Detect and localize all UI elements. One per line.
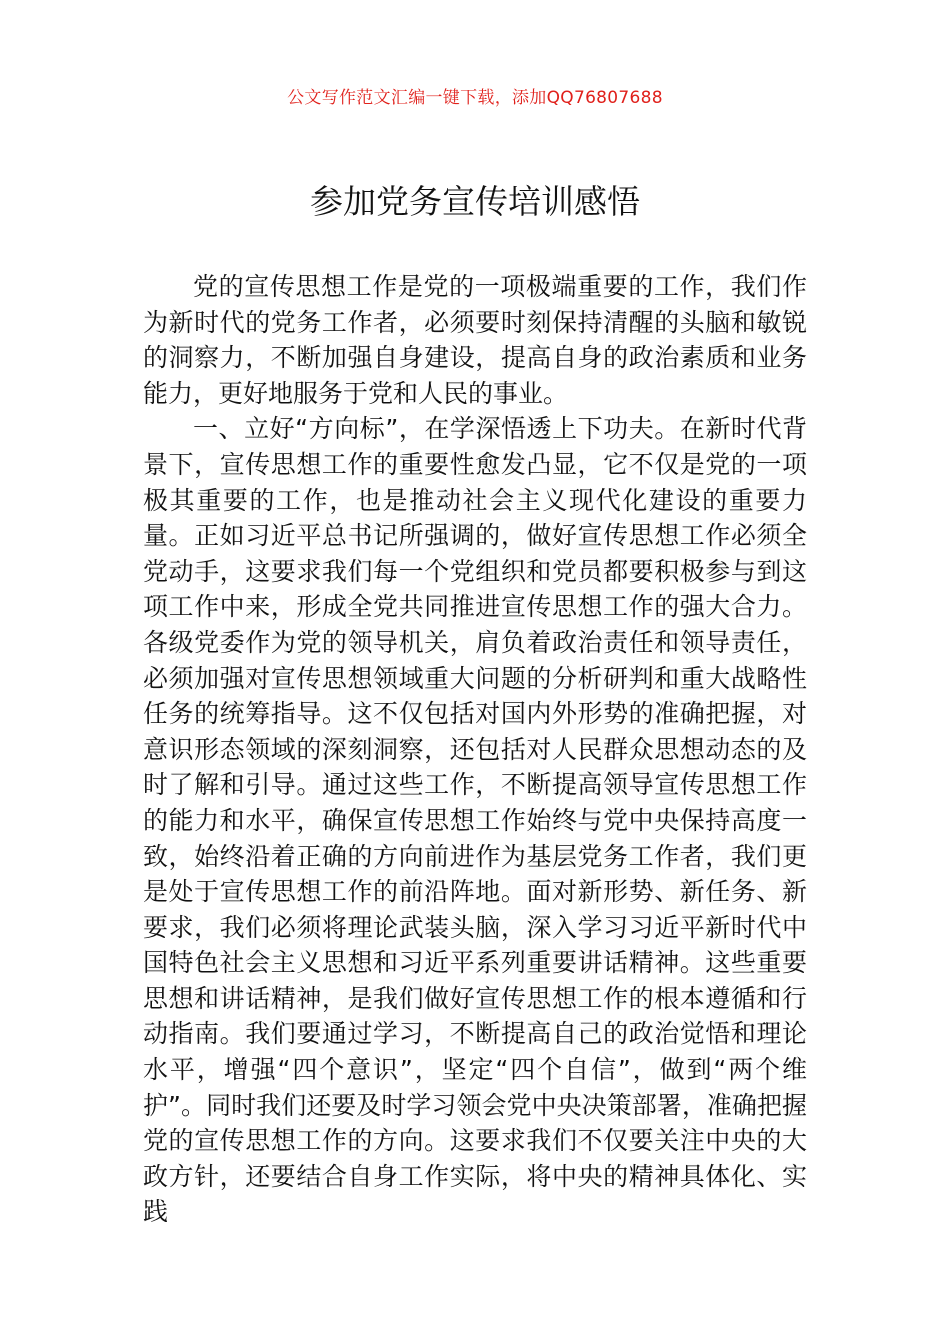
paragraph-intro: 党的宣传思想工作是党的一项极端重要的工作，我们作为新时代的党务工作者，必须要时刻保持清醒的头脑和敏锐的洞察力，不断加强自身建设，提高自身的政治素质和业务能力，更好地服务于党和人民的事业。 (143, 272, 807, 408)
header-download-note: 公文写作范文汇编一键下载，添加QQ76807688 (287, 88, 663, 108)
paragraph-section-one: 一、立好“方向标”，在学深悟透上下功夫。在新时代背景下，宣传思想工作的重要性愈发凸显，它不仅是党的一项极其重要的工作，也是推动社会主义现代化建设的重要力量。正如习近平总书记所强调的，做好宣传思想工作必须全党动手，这要求我们每一个党组织和党员都要积极参与到这项工作中来，形成全党共同推进宣传思想工作的强大合力。各级党委作为党的领导机关，肩负着政治责任和领导责任，必须加强对宣传思想领域重大问题的分析研判和重大战略性任务的统筹指导。这不仅包括对国内外形势的准确把握，对意识形态领域的深刻洞察，还包括对人民群众思想动态的及时了解和引导。通过这些工作，不断提高领导宣传思想工作的能力和水平，确保宣传思想工作始终与党中央保持高度一致，始终沿着正确的方向前进作为基层党务工作者，我们更是处于宣传思想工作的前沿阵地。面对新形势、新任务、新要求，我们必须将理论武装头脑，深入学习习近平新时代中国特色社会主义思想和习近平系列重要讲话精神。这些重要思想和讲话精神，是我们做好宣传思想工作的根本遵循和行动指南。我们要通过学习，不断提高自己的政治觉悟和理论水平，增强“四个意识”，坚定“四个自信”，做到“两个维护”。同时我们还要及时学习领会党中央决策部署，准确把握党的宣传思想工作的方向。这要求我们不仅要关注中央的大政方针，还要结合自身工作实际，将中央的精神具体化、实践 (143, 414, 807, 1227)
document-title: 参加党务宣传培训感悟 (310, 182, 640, 221)
document-body (143, 269, 807, 1230)
